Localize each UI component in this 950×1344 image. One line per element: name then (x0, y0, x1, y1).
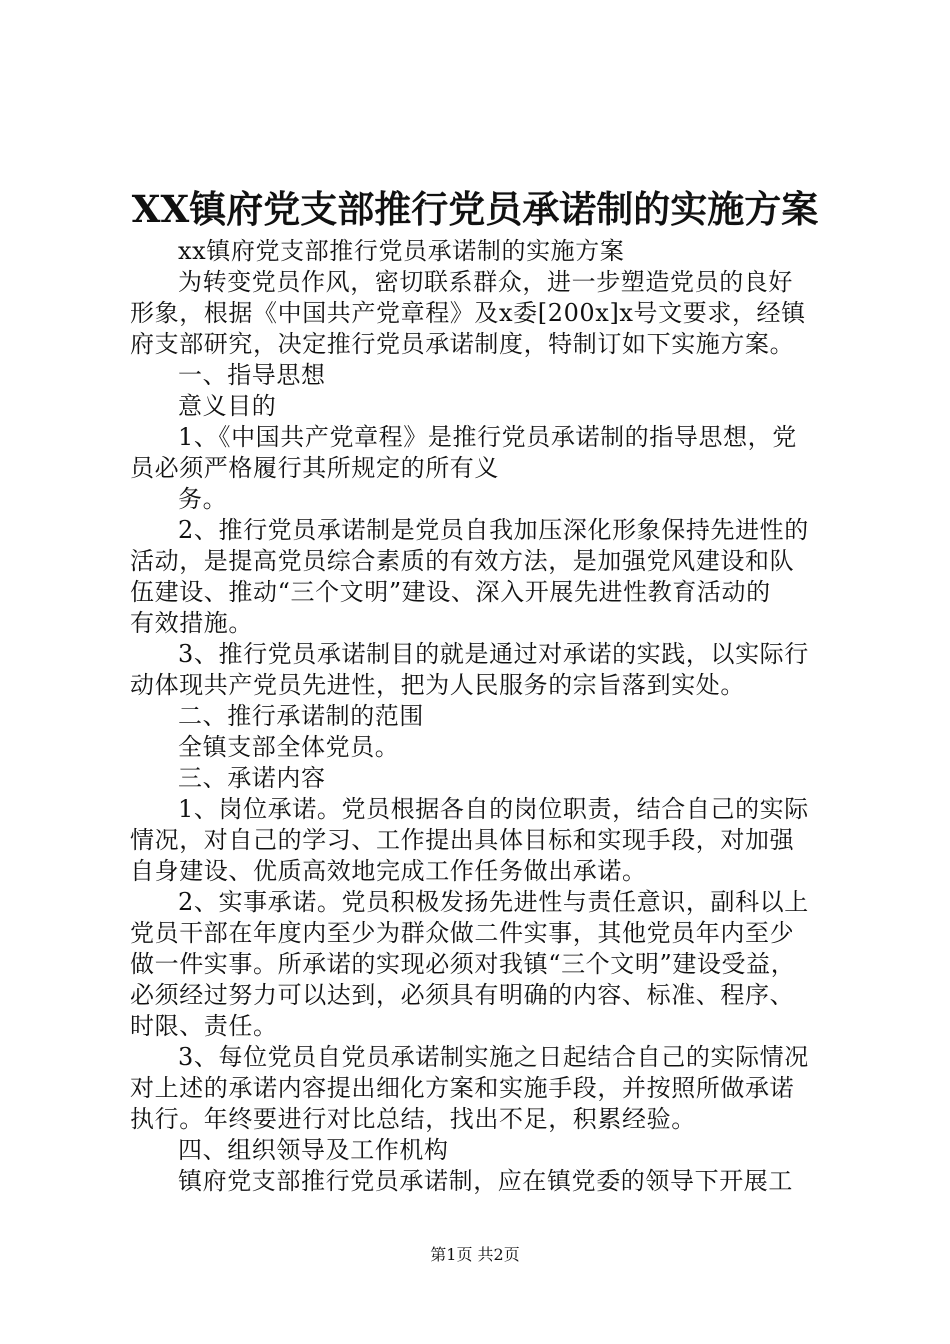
body-line: 府支部研究，决定推行党员承诺制度，特制订如下实施方案。 (130, 330, 795, 358)
body-line: 3、每位党员自党员承诺制实施之日起结合自己的实际情况 (178, 1043, 809, 1071)
body-line: 二、推行承诺制的范围 (178, 702, 424, 730)
body-line: 有效措施。 (130, 609, 253, 637)
body-line: 1、《中国共产党章程》是推行党员承诺制的指导思想，党 (178, 423, 797, 451)
body-line: 3、推行党员承诺制目的就是通过对承诺的实践，以实际行 (178, 640, 809, 668)
body-line: 形象，根据《中国共产党章程》及x委[200x]x号文要求，经镇 (130, 299, 806, 327)
body-line: xx镇府党支部推行党员承诺制的实施方案 (178, 237, 625, 265)
body-line: 意义目的 (178, 392, 277, 420)
document-title: XX镇府党支部推行党员承诺制的实施方案 (131, 187, 819, 231)
body-line: 情况，对自己的学习、工作提出具体目标和实现手段，对加强 (130, 826, 795, 854)
body-line: 自身建设、优质高效地完成工作任务做出承诺。 (130, 857, 647, 885)
body-line: 党员干部在年度内至少为群众做二件实事，其他党员年内至少 (130, 919, 795, 947)
body-line: 三、承诺内容 (178, 764, 326, 792)
body-line: 执行。年终要进行对比总结，找出不足，积累经验。 (130, 1105, 696, 1133)
page-footer: 第1页 共2页 (430, 1245, 520, 1264)
body-line: 做一件实事。所承诺的实现必须对我镇“三个文明”建设受益， (130, 950, 796, 978)
body-line: 伍建设、推动“三个文明”建设、深入开展先进性教育活动的 (130, 578, 771, 606)
body-line: 务。 (178, 485, 228, 513)
body-line: 必须经过努力可以达到，必须具有明确的内容、标准、程序、 (130, 981, 795, 1009)
body-line: 为转变党员作风，密切联系群众，进一步塑造党员的良好 (178, 268, 793, 296)
body-line: 2、实事承诺。党员积极发扬先进性与责任意识，副科以上 (178, 888, 809, 916)
body-line: 活动，是提高党员综合素质的有效方法，是加强党风建设和队 (130, 547, 795, 575)
body-line: 2、推行党员承诺制是党员自我加压深化形象保持先进性的 (178, 516, 809, 544)
body-line: 时限、责任。 (130, 1012, 278, 1040)
body-line: 镇府党支部推行党员承诺制，应在镇党委的领导下开展工 (178, 1167, 793, 1195)
body-line: 一、指导思想 (178, 361, 326, 389)
body-line: 对上述的承诺内容提出细化方案和实施手段，并按照所做承诺 (130, 1074, 795, 1102)
document-body (130, 236, 830, 1197)
body-line: 动体现共产党员先进性，把为人民服务的宗旨落到实处。 (130, 671, 745, 699)
body-line: 四、组织领导及工作机构 (178, 1136, 449, 1164)
body-line: 1、岗位承诺。党员根据各自的岗位职责，结合自己的实际 (178, 795, 809, 823)
body-line: 全镇支部全体党员。 (178, 733, 400, 761)
body-line: 员必须严格履行其所规定的所有义 (130, 454, 499, 482)
